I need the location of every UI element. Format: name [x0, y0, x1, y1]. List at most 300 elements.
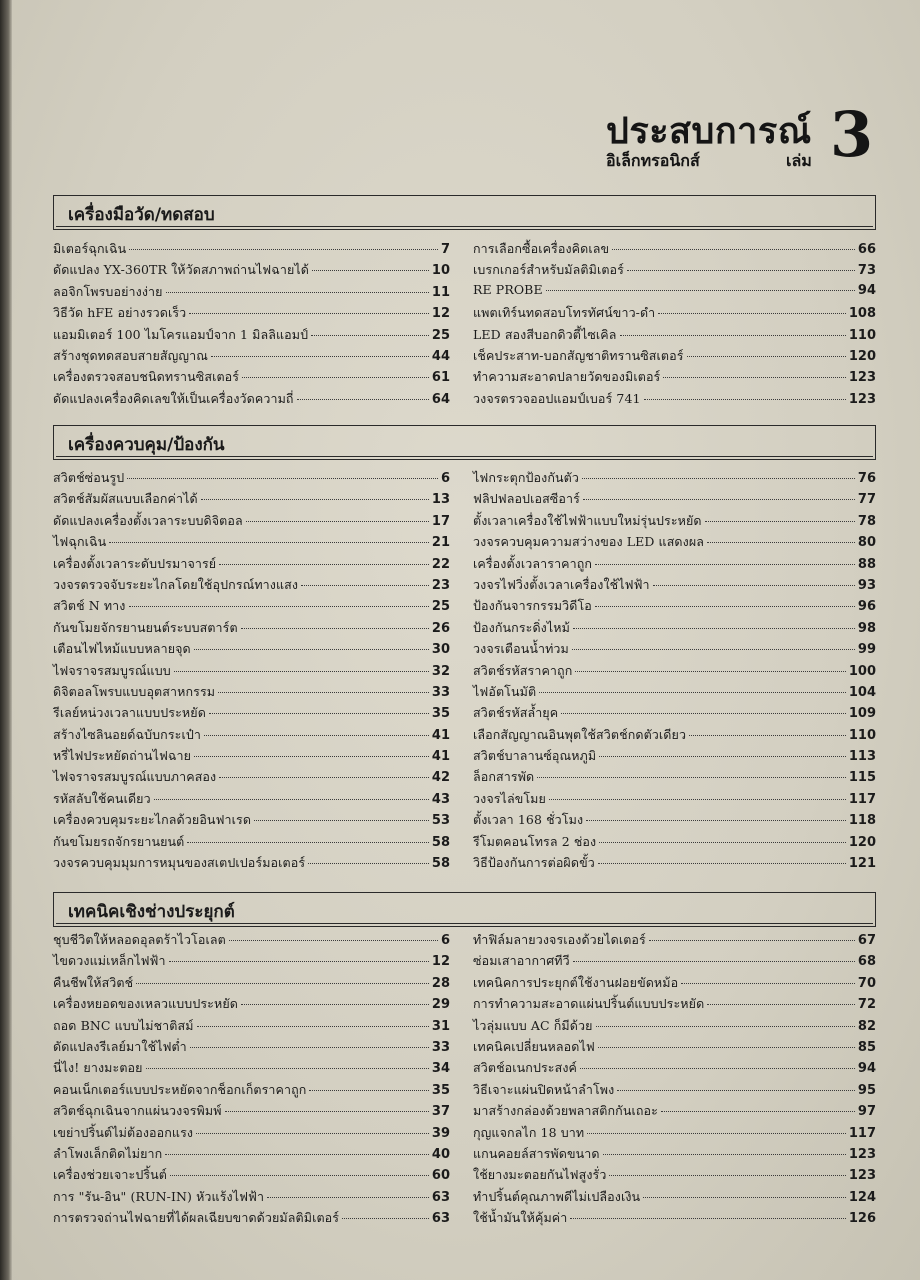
dot-leader: [211, 356, 429, 357]
toc-entry-title: วงจรเตือนน้ำท่วม: [473, 641, 569, 657]
toc-entry-title: การทำความสะอาดแผ่นปริ้นต์แบบประหยัด: [473, 996, 705, 1012]
section-title: เทคนิคเชิงช่างประยุกต์: [68, 902, 235, 922]
book-title: ประสบการณ์: [606, 111, 812, 152]
dot-leader: [197, 1026, 429, 1027]
toc-entry: [53, 618, 450, 639]
dot-leader: [308, 863, 429, 864]
toc-entry-title: เครื่องตั้งเวลาราคาถูก: [473, 555, 593, 571]
dot-leader: [612, 249, 855, 250]
dot-leader: [582, 478, 855, 479]
toc-page-number: 12: [431, 306, 450, 322]
toc-entry-title: ตั้งเวลาเครื่องใช้ไฟฟ้าแบบใหม่รุ่นประหยัด: [473, 512, 702, 528]
toc-entry-title: ดัดแปลงเครื่องตั้งเวลาระบบดิจิตอล: [53, 512, 243, 528]
toc-entry-title: ถอด BNC แบบไม่ชาติสม์: [53, 1017, 194, 1033]
toc-entry: [53, 789, 450, 810]
dot-leader: [311, 335, 429, 336]
toc-entry: [473, 1080, 876, 1101]
dot-leader: [187, 842, 429, 843]
toc-column-right: [473, 239, 876, 410]
toc-entry: [53, 661, 450, 682]
toc-page-number: 77: [857, 492, 876, 508]
dot-leader: [609, 1175, 845, 1176]
toc-entry-title: รีเลย์หน่วงเวลาแบบประหยัด: [53, 705, 206, 721]
toc-page-number: 21: [431, 535, 450, 551]
toc-page-number: 72: [857, 997, 876, 1013]
toc-entry: [53, 282, 450, 303]
toc-entry: [473, 532, 876, 553]
toc-entry-title: วิธีป้องกันการต่อผิดขั้ว: [473, 855, 595, 871]
dot-leader: [229, 940, 438, 941]
toc-entry-title: แพตเทิร์นทดสอบโทรทัศน์ขาว-ดำ: [473, 305, 656, 321]
toc-entry-title: วงจรไฟวิ่งตั้งเวลาเครื่องใช้ไฟฟ้า: [473, 576, 650, 592]
toc-page-number: 28: [431, 975, 450, 991]
toc-page-number: 67: [857, 933, 876, 948]
toc-page-number: 120: [848, 348, 876, 364]
toc-entry: [473, 1187, 876, 1208]
volume-label: เล่ม: [786, 151, 812, 170]
toc-page-number: 63: [431, 1211, 450, 1227]
toc-entry-title: เครื่องตรวจสอบชนิดทรานซิสเตอร์: [53, 369, 240, 385]
toc-entry-title: ชุบชีวิตให้หลอดอุลตร้าไวโอเลต: [53, 932, 226, 947]
toc-page-number: 70: [857, 975, 876, 991]
dot-leader: [241, 1004, 429, 1005]
toc-entry: [53, 1080, 450, 1101]
dot-leader: [204, 735, 429, 736]
toc-entry-title: เลือกสัญญาณอินพุตใช้สวิตช์กดตัวเดียว: [473, 726, 687, 742]
toc-entry: [473, 303, 876, 324]
toc-entry: [53, 1208, 450, 1229]
toc-page-number: 33: [431, 1039, 450, 1055]
toc-entry-title: ไฟอัตโนมัติ: [473, 683, 537, 699]
dot-leader: [166, 292, 429, 293]
dot-leader: [573, 961, 855, 962]
dot-leader: [603, 1154, 846, 1155]
toc-entry-title: ดิจิตอลโพรบแบบอุตสาหกรรม: [53, 683, 216, 699]
toc-entry-title: ฟลิปฟลอปเอสซีอาร์: [473, 491, 580, 507]
toc-entry: [53, 994, 450, 1015]
toc-entry-title: วงจรตรวจออปแอมป์เบอร์ 741: [473, 390, 641, 406]
toc-page-number: 39: [431, 1125, 450, 1141]
dot-leader: [342, 1218, 429, 1219]
toc-entry: [53, 951, 450, 972]
toc-entry-title: เทคนิคเปลี่ยนหลอดไฟ: [473, 1038, 595, 1054]
toc-entry: [53, 389, 450, 410]
toc-entry-title: วงจรไล่ขโมย: [473, 790, 546, 806]
toc-entry-title: เครื่องตั้งเวลาระดับปรมาจารย์: [53, 555, 217, 571]
toc-entry-title: แกนคอยล์สารพัดขนาด: [473, 1145, 600, 1161]
toc-page-number: 32: [431, 663, 450, 679]
toc-entry-title: เครื่องควบคุมระยะไกลด้วยอินฟาเรด: [53, 812, 252, 828]
toc-entry-title: กันขโมยจักรยานยนต์ระบบสตาร์ต: [53, 619, 238, 635]
dot-leader: [687, 356, 846, 357]
toc-entry-title: ไขดวงแม่เหล็กไฟฟ้า: [53, 953, 166, 969]
dot-leader: [598, 863, 846, 864]
toc-entry: [53, 746, 450, 767]
toc-page-number: 104: [848, 684, 876, 700]
dot-leader: [596, 1026, 855, 1027]
section-header: [53, 195, 876, 230]
toc-page-number: 108: [848, 306, 876, 322]
toc-entry: [53, 367, 450, 388]
toc-page-number: 29: [431, 997, 450, 1013]
toc-entry-title: ใช้น้ำมันให้คุ้มค่า: [473, 1210, 568, 1226]
toc-entry-title: สวิตช์ฉุกเฉินจากแผ่นวงจรพิมพ์: [53, 1103, 222, 1119]
toc-page-number: 41: [431, 749, 450, 765]
dot-leader: [587, 1133, 846, 1134]
section-header: [53, 892, 876, 927]
toc-page-number: 60: [431, 1168, 450, 1184]
toc-entry: [53, 511, 450, 532]
toc-entry: [473, 725, 876, 746]
toc-entry-title: ตั้งเวลา 168 ชั่วโมง: [473, 812, 584, 828]
toc-entry: [53, 239, 450, 260]
toc-entry-title: สวิตช์ซ่อนรูป: [53, 470, 125, 485]
dot-leader: [246, 521, 429, 522]
dot-leader: [599, 756, 846, 757]
toc-entry-title: ป้องกันจารกรรมวิดีโอ: [473, 598, 592, 614]
toc-entry: [473, 511, 876, 532]
dot-leader: [595, 606, 855, 607]
toc-entry: [473, 468, 876, 489]
toc-page-number: 44: [431, 348, 450, 364]
toc-page-number: 68: [857, 954, 876, 970]
toc-page-number: 6: [440, 471, 450, 486]
dot-leader: [312, 270, 429, 271]
dot-leader: [194, 756, 429, 757]
toc-entry: [473, 282, 876, 303]
toc-entry-title: เตือนไฟไหม้แบบหลายจุด: [53, 641, 191, 657]
toc-entry-title: เขย่าปริ้นต์ไม่ต้องออกแรง: [53, 1124, 194, 1140]
toc-page-number: 26: [431, 620, 450, 636]
volume-number: 3: [830, 98, 874, 171]
toc-entry: [473, 639, 876, 660]
dot-leader: [549, 799, 846, 800]
toc-page-number: 88: [857, 556, 876, 572]
dot-leader: [546, 290, 855, 291]
toc-entry: [473, 994, 876, 1015]
toc-page-number: 35: [431, 1082, 450, 1098]
toc-entry-title: ไฟฉุกเฉิน: [53, 534, 107, 550]
toc-entry-title: ดัดแปลงรีเลย์มาใช้ไฟต่ำ: [53, 1038, 187, 1054]
dot-leader: [218, 692, 429, 693]
toc-entry: [473, 810, 876, 831]
toc-entry: [53, 1016, 450, 1037]
toc-page-number: 25: [431, 599, 450, 615]
toc-entry: [473, 325, 876, 346]
toc-page-number: 123: [848, 1168, 876, 1184]
dot-leader: [169, 961, 429, 962]
toc-page-number: 17: [431, 513, 450, 529]
toc-entry-title: การ "รัน-อิน" (RUN-IN) หัวแร้งไฟฟ้า: [53, 1188, 265, 1204]
dot-leader: [705, 521, 855, 522]
toc-entry-title: เครื่องหยอดของเหลวแบบประหยัด: [53, 996, 238, 1012]
toc-entry: [53, 767, 450, 788]
dot-leader: [129, 249, 438, 250]
dot-leader: [572, 649, 855, 650]
toc-page-number: 110: [848, 327, 876, 343]
toc-entry: [53, 973, 450, 994]
toc-page-number: 76: [857, 471, 876, 486]
toc-entry: [473, 951, 876, 972]
dot-leader: [627, 270, 855, 271]
toc-entry-title: แอมมิเตอร์ 100 ไมโครแอมป์จาก 1 มิลลิแอมป์: [53, 326, 309, 342]
dot-leader: [267, 1197, 429, 1198]
toc-page-number: 63: [431, 1189, 450, 1205]
toc-entry-title: สร้างชุดทดสอบสายสัญญาณ: [53, 347, 208, 363]
dot-leader: [301, 585, 429, 586]
toc-entry-title: คืนชีพให้สวิตช์: [53, 974, 134, 990]
dot-leader: [570, 1218, 845, 1219]
toc-entry-title: RE PROBE: [473, 281, 543, 297]
toc-page-number: 123: [848, 370, 876, 386]
toc-entry: [473, 1058, 876, 1079]
toc-entry: [53, 532, 450, 553]
toc-entry-title: ลำโพงเล็กติดไม่ยาก: [53, 1145, 163, 1161]
toc-entry-title: ป้องกันกระดิ่งไหม้: [473, 619, 570, 635]
toc-column-left: [53, 930, 450, 1229]
toc-entry: [53, 1123, 450, 1144]
toc-page-number: 25: [431, 327, 450, 343]
dot-leader: [309, 1090, 428, 1091]
toc-entry-title: LED สองสีบอกดิวตี้ไซเคิล: [473, 326, 617, 342]
toc-entry-title: สวิตช์รหัสล้ำยุค: [473, 705, 559, 721]
toc-column-left: [53, 239, 450, 410]
section-header: [53, 425, 876, 460]
toc-entry-title: สร้างไซลินอยด์ฉบับกระเป๋า: [53, 726, 201, 742]
toc-column-left: [53, 468, 450, 874]
dot-leader: [681, 983, 855, 984]
dot-leader: [297, 399, 429, 400]
toc-entry: [53, 1037, 450, 1058]
toc-entry-title: สวิตช์อเนกประสงค์: [473, 1060, 577, 1076]
dot-leader: [136, 983, 429, 984]
dot-leader: [575, 671, 845, 672]
section-measuring-tools: [53, 195, 876, 407]
toc-page-number: 41: [431, 727, 450, 743]
dot-leader: [170, 1175, 429, 1176]
toc-entry-title: เบรกเกอร์สำหรับมัลติมิเตอร์: [473, 262, 624, 278]
toc-page-number: 109: [848, 706, 876, 722]
toc-page-number: 6: [440, 933, 450, 948]
toc-page-number: 61: [431, 370, 450, 386]
toc-entry-title: วงจรตรวจจับระยะไกลโดยใช้อุปกรณ์ทางแสง: [53, 576, 299, 592]
dot-leader: [174, 671, 429, 672]
book-subtitle: อิเล็กทรอนิกส์: [606, 151, 700, 170]
page-spine-shadow: [0, 0, 12, 1280]
toc-entry: [473, 789, 876, 810]
toc-page-number: 123: [848, 391, 876, 407]
dot-leader: [653, 585, 855, 586]
toc-entry-title: ทำปริ้นต์คุณภาพดีไม่เปลืองเงิน: [473, 1188, 641, 1204]
toc-page-number: 42: [431, 770, 450, 786]
toc-entry-title: สวิตช์ N ทาง: [53, 598, 126, 614]
toc-entry: [473, 618, 876, 639]
toc-page-number: 94: [857, 1061, 876, 1077]
dot-leader: [219, 777, 429, 778]
toc-entry-title: เทคนิคการประยุกต์ใช้งานฝอยขัดหม้อ: [473, 974, 679, 990]
dot-leader: [129, 606, 429, 607]
toc-page-number: 73: [857, 263, 876, 279]
toc-entry: [473, 1165, 876, 1186]
page-header: [600, 98, 890, 182]
toc-entry: [473, 1101, 876, 1122]
toc-page-number: 34: [431, 1061, 450, 1077]
toc-entry: [473, 767, 876, 788]
toc-page-number: 98: [857, 620, 876, 636]
toc-entry: [473, 1123, 876, 1144]
toc-entry-title: เครื่องช่วยเจาะปริ้นต์: [53, 1167, 168, 1183]
toc-page-number: 123: [848, 1146, 876, 1162]
toc-entry-title: หรี่ไฟประหยัดถ่านไฟฉาย: [53, 748, 192, 764]
toc-page-number: 120: [848, 834, 876, 850]
toc-entry: [53, 810, 450, 831]
toc-entry: [473, 703, 876, 724]
toc-page-number: 53: [431, 813, 450, 829]
toc-entry-title: มาสร้างกล่องด้วยพลาสติกกันเถอะ: [473, 1103, 658, 1119]
section-control-protection: [53, 425, 876, 872]
toc-entry: [473, 832, 876, 853]
toc-page-number: 113: [848, 749, 876, 765]
toc-entry-title: ล็อกสารพัด: [473, 769, 535, 785]
toc-page-number: 13: [431, 492, 450, 508]
toc-column-right: [473, 468, 876, 874]
toc-entry-title: ใช้ยางมะตอยกันไฟสูงรั่ว: [473, 1167, 607, 1183]
toc-entry: [473, 367, 876, 388]
toc-entry: [53, 575, 450, 596]
dot-leader: [209, 713, 429, 714]
toc-entry: [53, 468, 450, 489]
dot-leader: [165, 1154, 429, 1155]
toc-entry: [53, 1058, 450, 1079]
toc-entry-title: วงจรควบคุมมุมการหมุนของสเตปเปอร์มอเตอร์: [53, 855, 306, 871]
toc-entry: [53, 260, 450, 281]
dot-leader: [598, 1047, 855, 1048]
toc-entry-title: วงจรควบคุมความสว่างของ LED แสดงผล: [473, 534, 705, 550]
toc-page-number: 100: [848, 663, 876, 679]
dot-leader: [580, 1068, 855, 1069]
toc-page-number: 85: [857, 1039, 876, 1055]
dot-leader: [663, 377, 845, 378]
toc-entry: [53, 325, 450, 346]
toc-entry-title: มิเตอร์ฉุกเฉิน: [53, 241, 127, 256]
toc-entry: [53, 1187, 450, 1208]
toc-entry-title: ไฟกระตุกป้องกันตัว: [473, 470, 580, 485]
toc-page-number: 94: [857, 282, 876, 298]
toc-entry: [473, 1016, 876, 1037]
toc-page-number: 7: [440, 242, 450, 257]
toc-page-number: 99: [857, 642, 876, 658]
toc-page-number: 66: [857, 242, 876, 257]
dot-leader: [620, 335, 846, 336]
dot-leader: [573, 628, 855, 629]
toc-entry-title: ลอจิกโพรบอย่างง่าย: [53, 283, 163, 299]
toc-entry-title: การเลือกซื้อเครื่องคิดเลข: [473, 241, 610, 256]
dot-leader: [194, 649, 429, 650]
toc-entry: [473, 346, 876, 367]
toc-entry-title: รหัสลับใช้คนเดียว: [53, 790, 151, 806]
toc-entry: [473, 596, 876, 617]
toc-entry: [473, 554, 876, 575]
toc-entry: [53, 639, 450, 660]
toc-entry-title: กันขโมยรถจักรยานยนต์: [53, 833, 185, 849]
toc-entry: [473, 389, 876, 410]
toc-entry-title: นี่ไง! ยางมะตอย: [53, 1060, 143, 1076]
toc-entry: [53, 489, 450, 510]
section-applied-techniques: [53, 892, 876, 1227]
dot-leader: [154, 799, 429, 800]
dot-leader: [561, 713, 846, 714]
dot-leader: [537, 777, 846, 778]
toc-page-number: 40: [431, 1146, 450, 1162]
dot-leader: [658, 313, 846, 314]
toc-entry: [473, 853, 876, 874]
toc-entry: [53, 682, 450, 703]
toc-entry-title: ไฟจราจรสมบูรณ์แบบ: [53, 662, 171, 678]
dot-leader: [649, 940, 855, 941]
toc-entry: [473, 1208, 876, 1229]
toc-entry-title: คอนเน็กเตอร์แบบประหยัดจากช็อกเก็ตราคาถูก: [53, 1081, 307, 1097]
toc-entry-title: ซ่อมเสาอากาศทีวี: [473, 953, 570, 969]
toc-entry: [473, 746, 876, 767]
dot-leader: [689, 735, 846, 736]
toc-page-number: 23: [431, 577, 450, 593]
dot-leader: [643, 1197, 846, 1198]
toc-entry: [53, 596, 450, 617]
toc-page-number: 93: [857, 577, 876, 593]
section-title: เครื่องมือวัด/ทดสอบ: [68, 205, 215, 225]
toc-column-right: [473, 930, 876, 1229]
toc-entry-title: สวิตช์รหัสราคาถูก: [473, 662, 573, 678]
section-title: เครื่องควบคุม/ป้องกัน: [68, 435, 225, 455]
dot-leader: [242, 377, 429, 378]
toc-entry: [53, 725, 450, 746]
toc-page-number: 110: [848, 727, 876, 743]
toc-entry: [473, 575, 876, 596]
toc-page-number: 95: [857, 1082, 876, 1098]
dot-leader: [586, 820, 846, 821]
toc-entry-title: ดัดแปลง YX-360TR ให้วัดสภาพถ่านไฟฉายได้: [53, 262, 310, 278]
dot-leader: [127, 478, 438, 479]
toc-page-number: 43: [431, 791, 450, 807]
toc-page-number: 30: [431, 642, 450, 658]
dot-leader: [661, 1111, 855, 1112]
toc-entry-title: ไฟจราจรสมบูรณ์แบบภาคสอง: [53, 769, 217, 785]
toc-page-number: 121: [848, 856, 876, 872]
dot-leader: [189, 313, 429, 314]
toc-page-number: 64: [431, 391, 450, 407]
toc-page-number: 82: [857, 1018, 876, 1034]
toc-page-number: 115: [848, 770, 876, 786]
dot-leader: [201, 499, 429, 500]
toc-entry-title: ไวลุ่มแบบ AC ก็มีด้วย: [473, 1017, 593, 1033]
toc-entry: [53, 1165, 450, 1186]
toc-entry-title: วิธีวัด hFE อย่างรวดเร็ว: [53, 305, 187, 321]
toc-entry-title: รีโมตคอนโทรล 2 ช่อง: [473, 833, 597, 849]
toc-entry: [473, 1144, 876, 1165]
dot-leader: [617, 1090, 855, 1091]
toc-entry-title: ทำฟิล์มลายวงจรเองด้วยไดเตอร์: [473, 932, 646, 947]
dot-leader: [595, 564, 855, 565]
dot-leader: [583, 499, 855, 500]
toc-entry-title: ทำความสะอาดปลายวัดของมิเตอร์: [473, 369, 661, 385]
dot-leader: [707, 1004, 855, 1005]
toc-page-number: 117: [848, 1125, 876, 1141]
toc-entry: [53, 930, 450, 951]
toc-entry: [53, 1101, 450, 1122]
dot-leader: [146, 1068, 429, 1069]
toc-page-number: 58: [431, 834, 450, 850]
toc-page-number: 22: [431, 556, 450, 572]
